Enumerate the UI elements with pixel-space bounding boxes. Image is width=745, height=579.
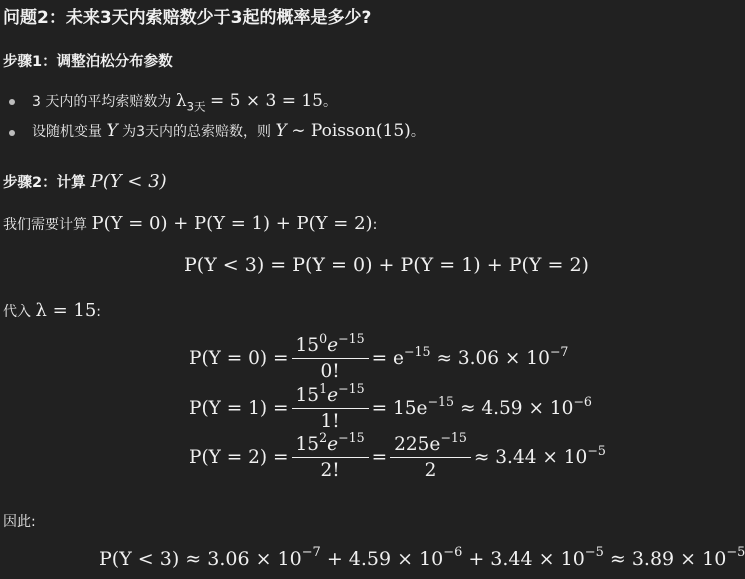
bullet-1-lambda: $\lambda_{3天}$ xyxy=(175,91,206,114)
bullet-2-suffix: 。 xyxy=(410,124,425,140)
question-title: 问题2：未来3天内索赔数少于3起的概率是多少? xyxy=(3,8,372,28)
display-equation: P(Y < 3) = P(Y = 0) + P(Y = 1) + P(Y = 2) xyxy=(184,254,589,276)
prob-row-2-fraction-2: $\frac{225e^{-15}}{2}$ xyxy=(390,434,471,482)
bullet-marker xyxy=(9,130,15,136)
bullet-2-dist: ∼ Poisson(15) xyxy=(291,121,411,141)
bullet-1-equation: = 5 × 3 = 15 xyxy=(209,91,323,111)
step2-heading-expr: P(Y < 3) xyxy=(90,171,167,192)
substitute-expr: λ = 15 xyxy=(35,300,97,321)
bullet-1-suffix: 。 xyxy=(322,94,337,110)
prob-row-2-lhs: P(Y = 2) = xyxy=(189,447,289,469)
therefore-label: 因此: xyxy=(3,514,36,530)
prob-row-1-rhs1: = $15e^{-15}$ xyxy=(371,393,454,420)
bullet-1-prefix: 3 天内的平均索赔数为 xyxy=(32,94,172,110)
step1-heading: 步骤1：调整泊松分布参数 xyxy=(3,54,173,70)
prob-row-0-fraction: $\frac{15^0e^{-15}}{0!}$ xyxy=(292,335,369,383)
prob-row-2-fraction: $\frac{15^2e^{-15}}{2!}$ xyxy=(292,434,369,482)
prob-row-1-fraction: $\frac{15^1e^{-15}}{1!}$ xyxy=(292,385,369,433)
need-compute-expr: P(Y = 0) + P(Y = 1) + P(Y = 2) xyxy=(91,213,373,234)
bullet-1 xyxy=(32,91,337,114)
prob-row-0-rhs2: ≈ $3.06 \times 10^{-7}$ xyxy=(436,343,569,370)
bullet-2-prefix: 设随机变量 xyxy=(32,124,102,140)
prob-row-1-rhs2: ≈ $4.59 \times 10^{-6}$ xyxy=(460,393,592,420)
need-compute-line xyxy=(3,213,377,234)
prob-row-2-rhs2: ≈ $3.44 \times 10^{-5}$ xyxy=(473,442,606,469)
prob-row-1 xyxy=(189,380,592,433)
prob-row-0-rhs1: = $e^{-15}$ xyxy=(371,343,431,370)
substitute-prefix: 代入 xyxy=(3,304,31,320)
prob-row-0-lhs: P(Y = 0) = xyxy=(189,348,289,370)
substitute-line xyxy=(3,300,101,321)
step2-heading-prefix: 步骤2：计算 xyxy=(3,175,86,191)
step2-heading xyxy=(3,171,167,192)
bullet-marker xyxy=(9,99,15,105)
bullet-2-mid: 为3天内的总索赔数，则 xyxy=(122,124,272,140)
bullet-2-var: Y xyxy=(106,121,118,141)
prob-row-2 xyxy=(189,429,606,482)
substitute-suffix: : xyxy=(96,304,102,320)
prob-row-0 xyxy=(189,330,569,383)
prob-row-1-lhs: P(Y = 1) = xyxy=(189,398,289,420)
bullet-2-var2: Y xyxy=(275,121,287,141)
need-compute-prefix: 我们需要计算 xyxy=(3,217,87,233)
prob-row-2-rhs1: = xyxy=(371,447,388,469)
final-equation: $P(Y < 3) \approx 3.06 \times 10^{-7} + 4.59 \times 10^{-6} + 3.44 \times 10^{-5} \approx 3.89 \times 10^{-5}$ xyxy=(99,545,745,570)
bullet-2 xyxy=(32,121,425,141)
need-compute-suffix: : xyxy=(372,217,378,233)
